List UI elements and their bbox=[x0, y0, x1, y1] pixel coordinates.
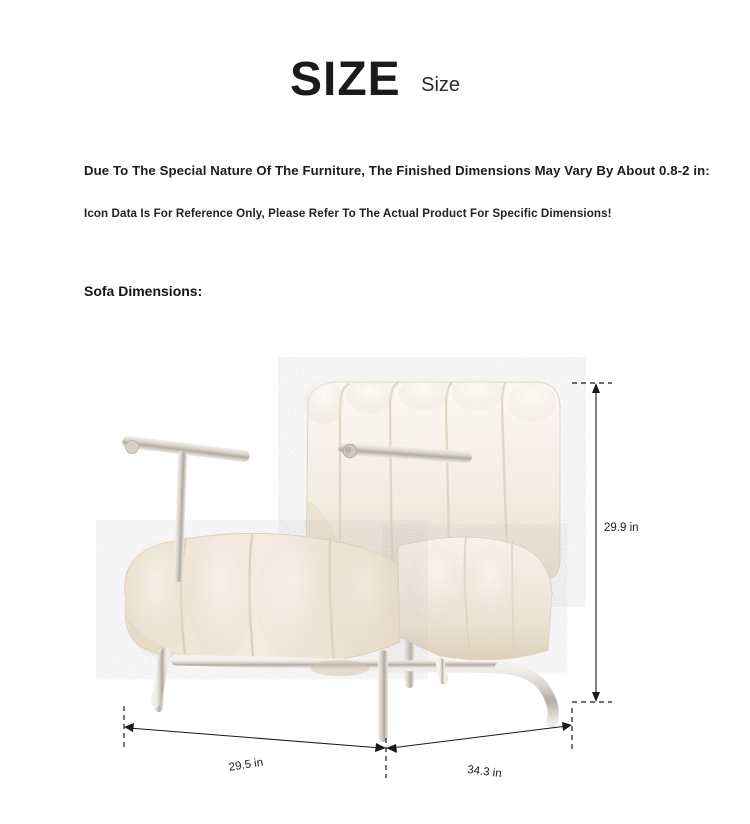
height-arrow-head-bottom bbox=[592, 692, 600, 702]
sofa-side-right bbox=[398, 536, 552, 660]
dimension-label-width: 29.5 in bbox=[228, 756, 264, 774]
width-left-arrow-head-end bbox=[375, 743, 386, 752]
depth-right-arrow-head-start bbox=[386, 744, 397, 753]
width-left-arrow-line bbox=[129, 728, 381, 748]
page-subtitle: Size bbox=[421, 74, 461, 96]
dimension-label-depth: 34.3 in bbox=[466, 764, 503, 781]
width-left-arrow-head-start bbox=[124, 723, 134, 732]
height-arrow-head-top bbox=[592, 383, 600, 393]
dimension-label-height: 29.9 in bbox=[604, 522, 639, 534]
section-label-sofa-dimensions: Sofa Dimensions: bbox=[84, 283, 203, 299]
sofa-illustration bbox=[0, 350, 750, 810]
page-title: SIZE bbox=[289, 53, 401, 106]
sofa-seat-cushion bbox=[124, 533, 400, 666]
depth-right-arrow-line bbox=[391, 726, 567, 748]
sofa-dimension-diagram bbox=[0, 350, 750, 810]
depth-right-arrow-head-end bbox=[562, 722, 572, 731]
note-secondary: Icon Data Is For Reference Only, Please Refer To The Actual Product For Specific Dimensions! bbox=[84, 207, 612, 220]
note-primary: Due To The Special Nature Of The Furniture, The Finished Dimensions May Vary By About 0.8-2 in: bbox=[84, 163, 710, 178]
page-header bbox=[0, 52, 750, 107]
